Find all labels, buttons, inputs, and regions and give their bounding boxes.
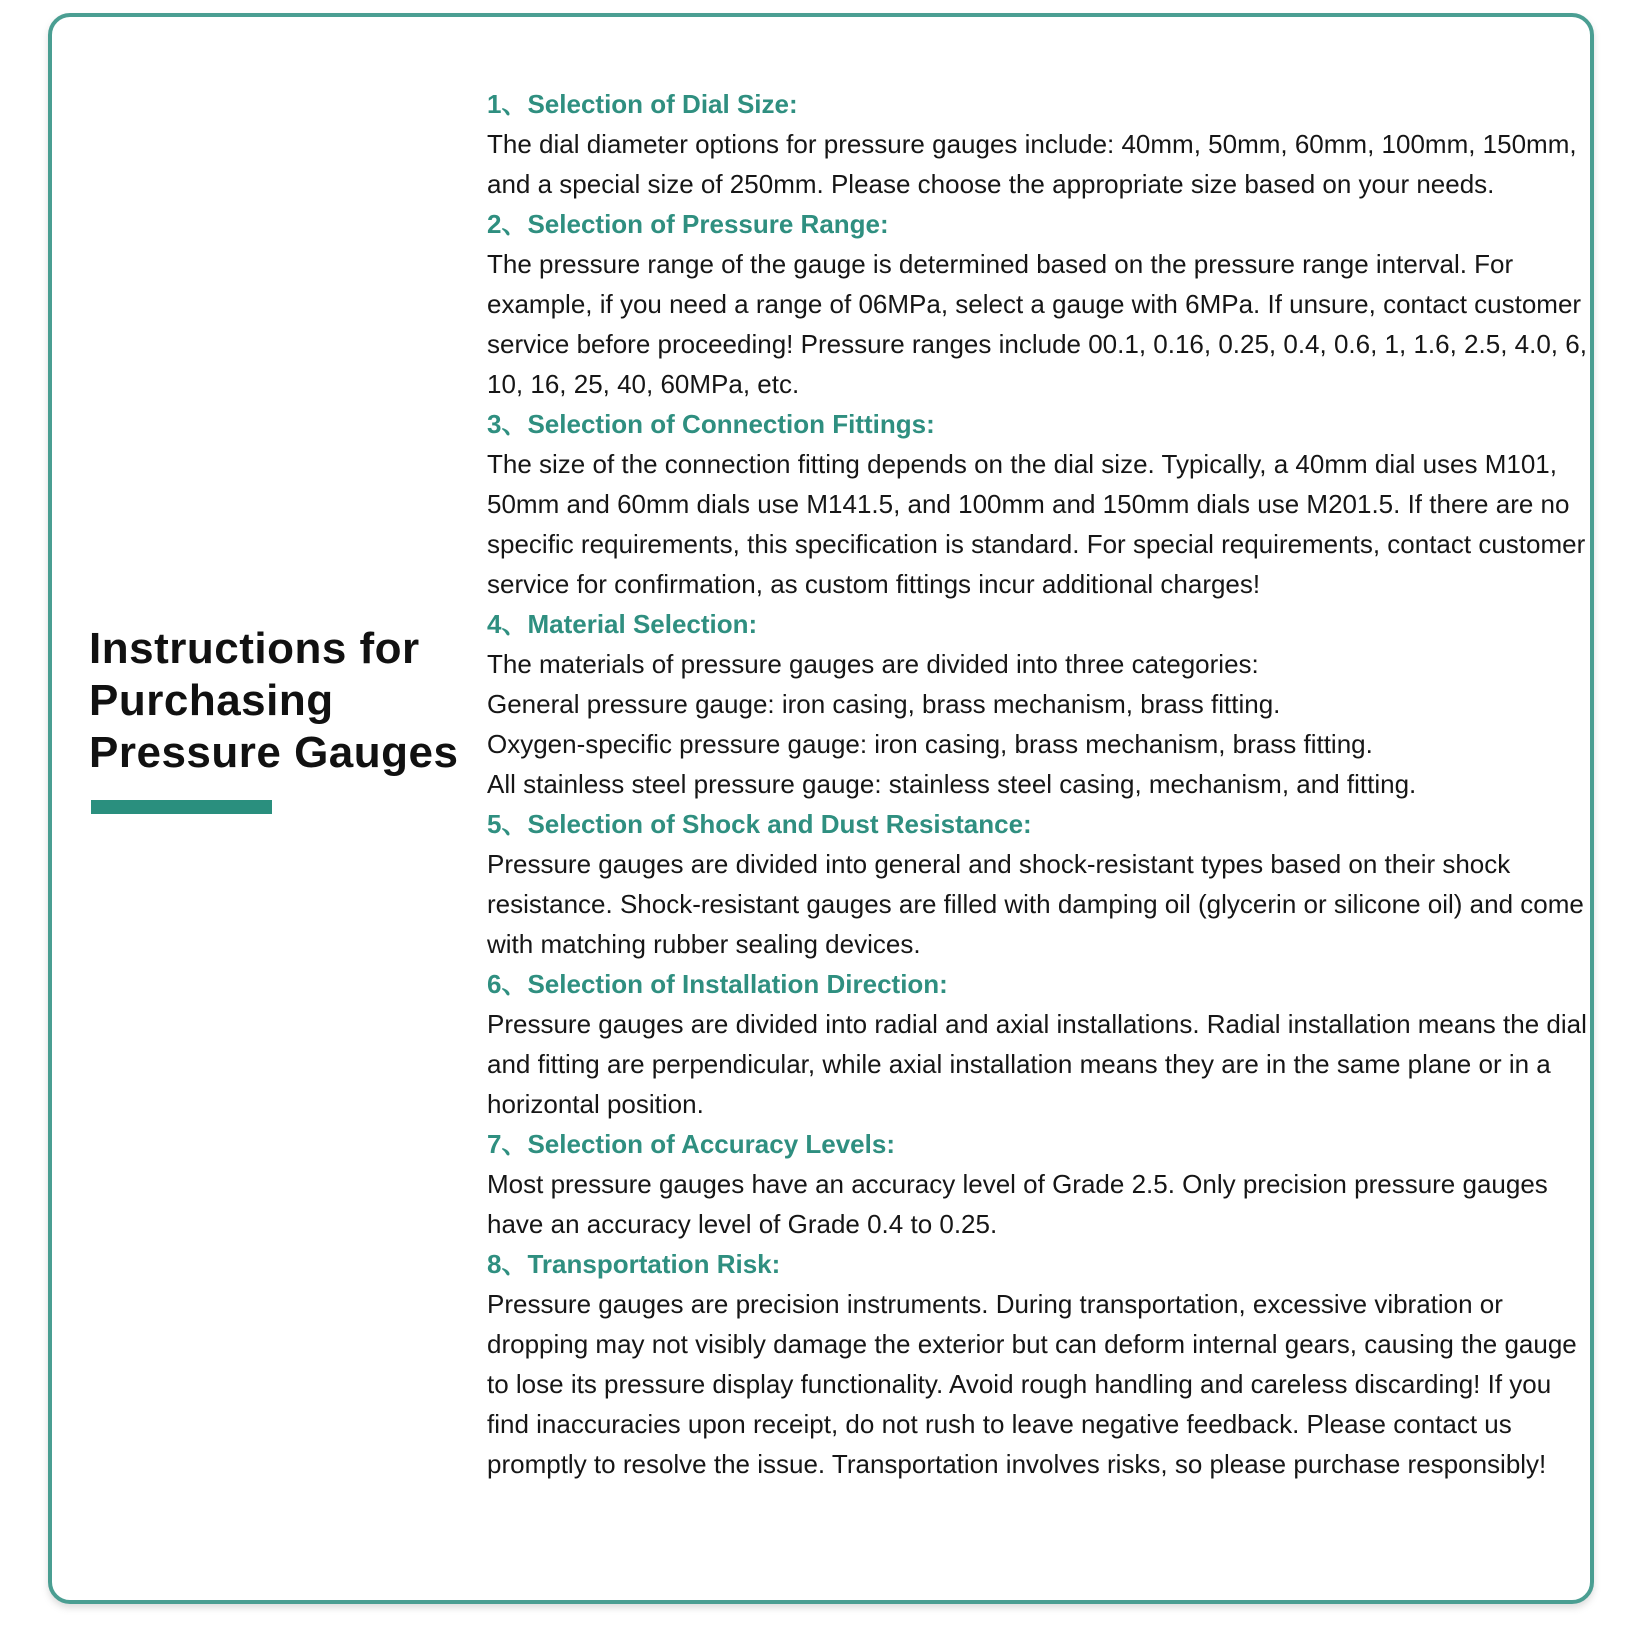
- page-title: Instructions for Purchasing Pressure Gauges: [89, 624, 459, 777]
- section-paragraph: All stainless steel pressure gauge: stainless steel casing, mechanism, and fitting.: [487, 769, 1417, 799]
- section-heading: 6、Selection of Installation Direction:: [487, 969, 948, 999]
- section-heading: 4、Material Selection:: [487, 609, 758, 639]
- section-paragraph: Pressure gauges are divided into radial and axial installations. Radial installation means the dial and fitting are perpendicular, while axial installation means they are in the same plane or in a horizontal position.: [487, 1009, 1587, 1119]
- instructions-content: [487, 84, 1597, 1484]
- section-heading: 2、Selection of Pressure Range:: [487, 209, 889, 239]
- section-paragraph: Pressure gauges are divided into general and shock-resistant types based on their shock resistance. Shock-resistant gauges are filled with damping oil (glycerin or silicone oil) and come with matching rubber sealing devices.: [487, 849, 1584, 959]
- title-column: [89, 17, 489, 1600]
- instruction-section: [487, 964, 1597, 1124]
- section-heading: 3、Selection of Connection Fittings:: [487, 409, 935, 439]
- title-underline-bar: [91, 800, 272, 814]
- instruction-section: [487, 804, 1597, 964]
- instruction-section: [487, 84, 1597, 204]
- section-paragraph: The pressure range of the gauge is determined based on the pressure range interval. For example, if you need a range of 06MPa, select a gauge with 6MPa. If unsure, contact customer service before proceeding! Pressure ranges include 00.1, 0.16, 0.25, 0.4, 0.6, 1, 1.6, 2.5, 4.0, 6, 10, 16, 25, 40, 60MPa, etc.: [487, 249, 1587, 399]
- section-paragraph: The size of the connection fitting depends on the dial size. Typically, a 40mm dial uses M101, 50mm and 60mm dials use M141.5, and 100mm and 150mm dials use M201.5. If there are no specific requirements, this specification is standard. For special requirements, contact customer service for confirmation, as custom fittings incur additional charges!: [487, 449, 1586, 599]
- section-heading: 5、Selection of Shock and Dust Resistance:: [487, 809, 1032, 839]
- instruction-section: [487, 404, 1597, 604]
- section-heading: 7、Selection of Accuracy Levels:: [487, 1129, 895, 1159]
- instructions-card: [48, 13, 1594, 1604]
- section-paragraph: Most pressure gauges have an accuracy level of Grade 2.5. Only precision pressure gauges have an accuracy level of Grade 0.4 to 0.25.: [487, 1169, 1548, 1239]
- section-paragraph: Pressure gauges are precision instruments. During transportation, excessive vibration or dropping may not visibly damage the exterior but can deform internal gears, causing the gauge to lose its pressure display functionality. Avoid rough handling and careless discarding! If you find inaccuracies upon receipt, do not rush to leave negative feedback. Please contact us promptly to resolve the issue. Transportation involves risks, so please purchase responsibly!: [487, 1289, 1577, 1479]
- instruction-section: [487, 1244, 1597, 1484]
- section-paragraph: The materials of pressure gauges are divided into three categories:: [487, 649, 1259, 679]
- section-paragraph: General pressure gauge: iron casing, brass mechanism, brass fitting.: [487, 689, 1281, 719]
- section-paragraph: Oxygen-specific pressure gauge: iron casing, brass mechanism, brass fitting.: [487, 729, 1373, 759]
- section-heading: 8、Transportation Risk:: [487, 1249, 781, 1279]
- instruction-section: [487, 204, 1597, 404]
- section-paragraph: The dial diameter options for pressure gauges include: 40mm, 50mm, 60mm, 100mm, 150mm, and a special size of 250mm. Please choose the appropriate size based on your needs.: [487, 129, 1577, 199]
- instruction-section: [487, 1124, 1597, 1244]
- section-heading: 1、Selection of Dial Size:: [487, 89, 798, 119]
- instruction-section: [487, 604, 1597, 804]
